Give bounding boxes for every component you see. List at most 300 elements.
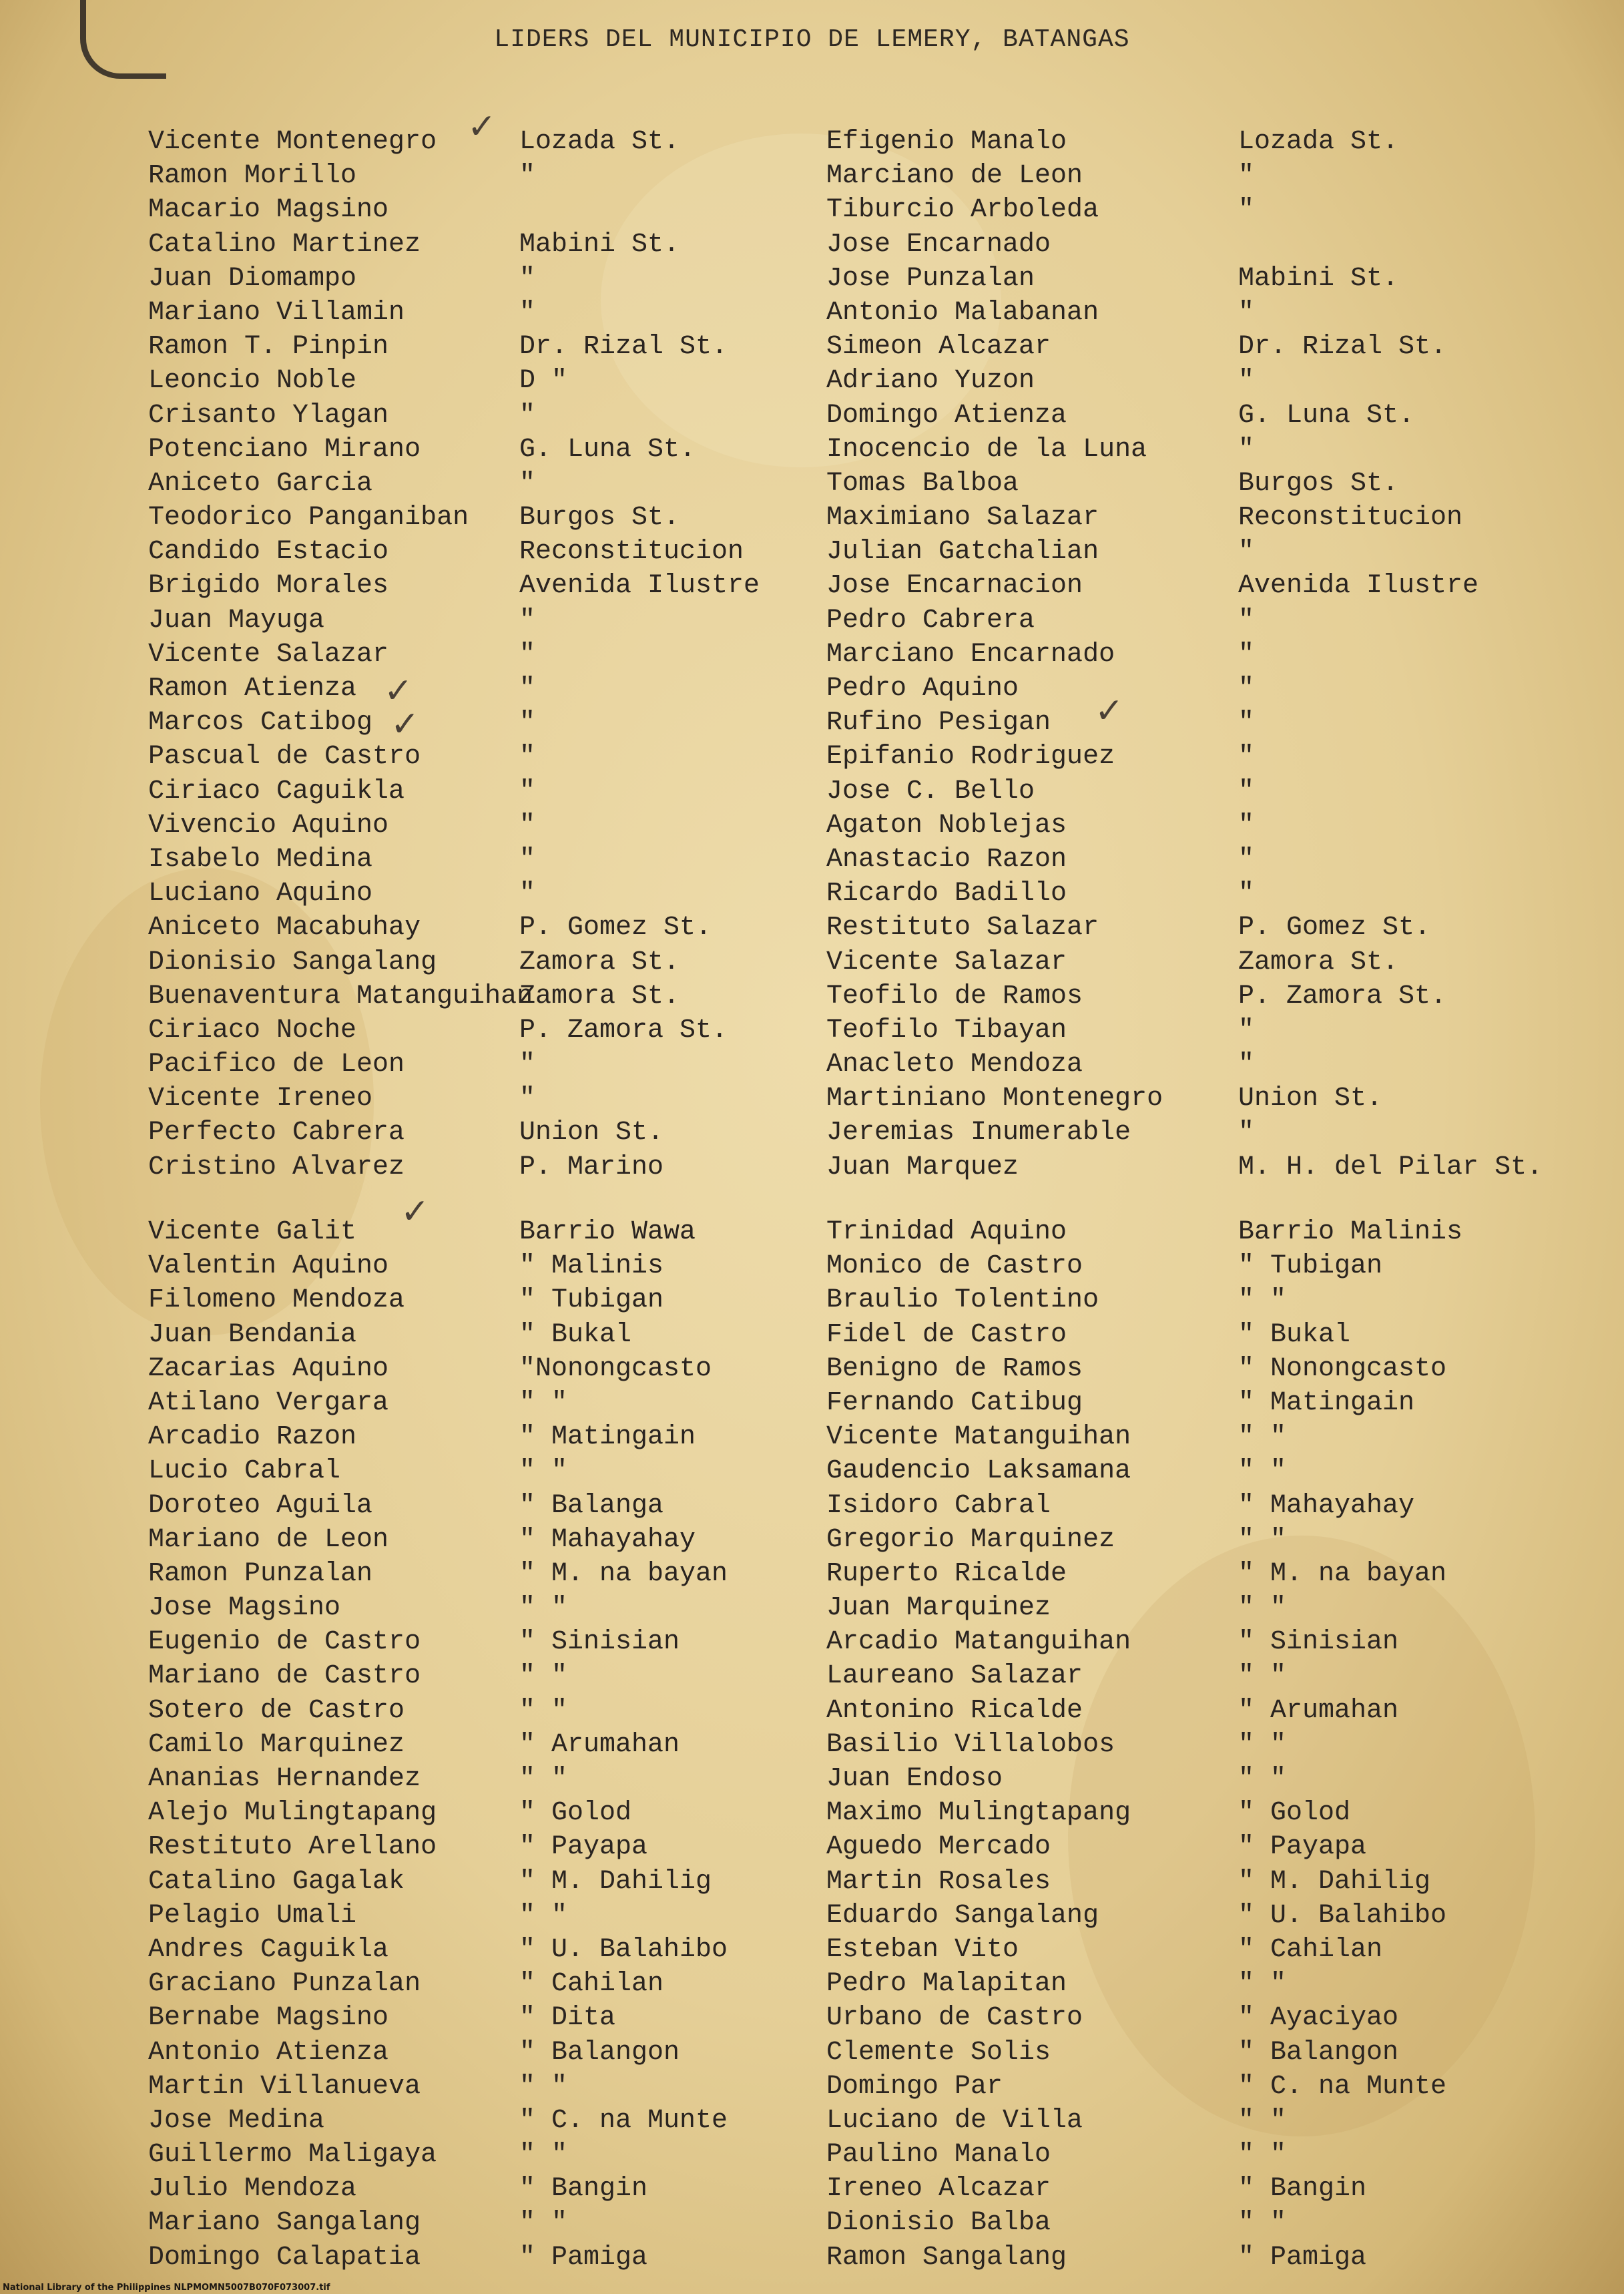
list-row	[0, 1489, 1624, 1523]
street: Dr. Rizal St.	[519, 332, 728, 363]
leader-name: Restituto Arellano	[148, 1832, 437, 1863]
street: " C. na Munte	[519, 2105, 728, 2136]
list-row	[0, 1215, 1624, 1249]
leader-name: Juan Diomampo	[148, 263, 357, 294]
street: " Tubigan	[1238, 1251, 1383, 1282]
list-row	[0, 1591, 1624, 1625]
list-row	[0, 1659, 1624, 1693]
street: " Tubigan	[519, 1285, 664, 1316]
street: " "	[1238, 1661, 1287, 1692]
list-row	[0, 1249, 1624, 1283]
street: "	[519, 776, 536, 807]
list-row	[0, 2172, 1624, 2206]
street: " "	[519, 1593, 568, 1624]
leader-name: Ramon T. Pinpin	[148, 332, 389, 363]
list-row	[0, 1728, 1624, 1762]
street: " Bangin	[519, 2174, 648, 2205]
leader-name: Martin Rosales	[826, 1866, 1051, 1897]
street: "	[1238, 537, 1255, 567]
leader-name: Pedro Aquino	[826, 674, 1019, 704]
street: " "	[1238, 2105, 1287, 2136]
list-row	[0, 330, 1624, 364]
street: " "	[519, 2208, 568, 2239]
street: " C. na Munte	[1238, 2071, 1447, 2102]
street: " Nonongcasto	[1238, 1353, 1447, 1384]
leader-name: Braulio Tolentino	[826, 1285, 1099, 1316]
list-row	[0, 1830, 1624, 1864]
street: "	[1238, 879, 1255, 909]
street: " Balangon	[1238, 2037, 1399, 2068]
leader-name: Mariano de Castro	[148, 1661, 421, 1692]
leader-name: Vicente Galit	[148, 1217, 357, 1247]
leader-name: Crisanto Ylagan	[148, 400, 389, 431]
street: "	[519, 810, 536, 841]
leader-name: Jose Magsino	[148, 1593, 341, 1624]
leader-name: Mariano Sangalang	[148, 2208, 421, 2239]
leader-name: Clemente Solis	[826, 2037, 1051, 2068]
leader-name: Paulino Manalo	[826, 2140, 1051, 2170]
leader-name: Mariano de Leon	[148, 1524, 389, 1555]
leader-name: Alejo Mulingtapang	[148, 1798, 437, 1829]
leader-name: Ciriaco Noche	[148, 1015, 357, 1046]
barrio-leaders-list	[0, 1215, 1624, 2275]
street: Zamora St.	[1238, 947, 1399, 977]
street: "	[519, 879, 536, 909]
list-row	[0, 1762, 1624, 1796]
street: " "	[519, 1456, 568, 1487]
street: " M. na bayan	[519, 1558, 728, 1589]
street: "	[519, 161, 536, 192]
check-mark-icon: ✓	[400, 1192, 430, 1232]
leader-name: Eugenio de Castro	[148, 1627, 421, 1658]
street: Zamora St.	[519, 947, 680, 977]
leader-name: Buenaventura Matanguihan	[148, 981, 533, 1011]
leader-name: Domingo Calapatia	[148, 2242, 421, 2273]
list-row	[0, 2070, 1624, 2104]
leader-name: Tiburcio Arboleda	[826, 195, 1099, 226]
check-mark-icon: ✓	[467, 107, 497, 147]
leader-name: Guillermo Maligaya	[148, 2140, 437, 2170]
street: Burgos St.	[1238, 468, 1399, 499]
street: Burgos St.	[519, 503, 680, 533]
leader-name: Tomas Balboa	[826, 468, 1019, 499]
list-row	[0, 501, 1624, 535]
street: G. Luna St.	[519, 434, 696, 465]
list-row	[0, 1386, 1624, 1420]
street: " "	[1238, 1524, 1287, 1555]
list-row	[0, 1523, 1624, 1557]
street: M. H. del Pilar St.	[1238, 1152, 1543, 1182]
street: "	[1238, 297, 1255, 328]
street: " "	[519, 2140, 568, 2170]
street: " "	[1238, 1285, 1287, 1316]
list-row	[0, 945, 1624, 979]
street: " Mahayahay	[519, 1524, 696, 1555]
street: Union St.	[1238, 1084, 1383, 1114]
street: "	[519, 844, 536, 875]
leader-name: Laureano Salazar	[826, 1661, 1083, 1692]
leader-name: Vicente Salazar	[826, 947, 1067, 977]
leader-name: Sotero de Castro	[148, 1695, 405, 1726]
leader-name: Jose C. Bello	[826, 776, 1035, 807]
leader-name: Domingo Par	[826, 2071, 1003, 2102]
leader-name: Catalino Gagalak	[148, 1866, 405, 1897]
leader-name: Adriano Yuzon	[826, 366, 1035, 397]
archive-footer: National Library of the Philippines NLPMOMN5007B070F073007.tif	[3, 2283, 330, 2293]
street: " Golod	[1238, 1798, 1351, 1829]
list-row	[0, 774, 1624, 809]
leader-name: Filomeno Mendoza	[148, 1285, 405, 1316]
street: Reconstitucion	[1238, 503, 1463, 533]
street: "	[1238, 195, 1255, 226]
street: "	[1238, 810, 1255, 841]
street: Zamora St.	[519, 981, 680, 1011]
leader-name: Vicente Matanguihan	[826, 1422, 1131, 1453]
leader-name: Teofilo Tibayan	[826, 1015, 1067, 1046]
street: " Ayaciyao	[1238, 2003, 1399, 2034]
leader-name: Vicente Ireneo	[148, 1084, 373, 1114]
street: Barrio Malinis	[1238, 1217, 1463, 1247]
street: " Payapa	[519, 1832, 648, 1863]
list-row	[0, 604, 1624, 638]
leader-name: Ramon Atienza	[148, 674, 357, 704]
leader-name: Pascual de Castro	[148, 742, 421, 772]
list-row	[0, 1694, 1624, 1728]
street: " Golod	[519, 1798, 632, 1829]
leader-name: Inocencio de la Luna	[826, 434, 1147, 465]
street: "	[519, 742, 536, 772]
street: " M. Dahilig	[1238, 1866, 1431, 1897]
street: Avenida Ilustre	[1238, 571, 1479, 602]
street: " Dita	[519, 2003, 616, 2034]
street: "	[1238, 639, 1255, 670]
street: D "	[519, 366, 568, 397]
list-row	[0, 706, 1624, 740]
list-row	[0, 1150, 1624, 1184]
street: "	[519, 400, 536, 431]
leader-name: Antonino Ricalde	[826, 1695, 1083, 1726]
street: " U. Balahibo	[519, 1934, 728, 1965]
list-row	[0, 2241, 1624, 2275]
street: " Balangon	[519, 2037, 680, 2068]
list-row	[0, 1048, 1624, 1082]
street: "	[1238, 1118, 1255, 1148]
list-row	[0, 1283, 1624, 1317]
street: " "	[1238, 2140, 1287, 2170]
street: "	[1238, 1015, 1255, 1046]
list-row	[0, 1013, 1624, 1048]
leader-name: Teodorico Panganiban	[148, 503, 469, 533]
street: G. Luna St.	[1238, 400, 1415, 431]
street: " Cahilan	[519, 1969, 664, 2000]
leader-name: Aguedo Mercado	[826, 1832, 1051, 1863]
leader-name: Jose Encarnacion	[826, 571, 1083, 602]
leader-name: Fernando Catibug	[826, 1387, 1083, 1418]
leader-name: Mariano Villamin	[148, 297, 405, 328]
leader-name: Julian Gatchalian	[826, 537, 1099, 567]
list-row	[0, 193, 1624, 227]
leader-name: Antonio Atienza	[148, 2037, 389, 2068]
leader-name: Potenciano Mirano	[148, 434, 421, 465]
list-row	[0, 911, 1624, 945]
list-row	[0, 843, 1624, 877]
street: " Cahilan	[1238, 1934, 1383, 1965]
leader-name: Julio Mendoza	[148, 2174, 357, 2205]
leader-name: Candido Estacio	[148, 537, 389, 567]
leader-name: Simeon Alcazar	[826, 332, 1051, 363]
leader-name: Leoncio Noble	[148, 366, 357, 397]
leader-name: Ricardo Badillo	[826, 879, 1067, 909]
street: " Bangin	[1238, 2174, 1367, 2205]
street: "	[519, 639, 536, 670]
list-row	[0, 1933, 1624, 1967]
list-row	[0, 672, 1624, 706]
leader-name: Bernabe Magsino	[148, 2003, 389, 2034]
street: " Balanga	[519, 1490, 664, 1521]
leader-name: Jose Medina	[148, 2105, 325, 2136]
street: Dr. Rizal St.	[1238, 332, 1447, 363]
street: " "	[1238, 1593, 1287, 1624]
list-row	[0, 125, 1624, 159]
street: " "	[519, 1661, 568, 1692]
leader-name: Ramon Sangalang	[826, 2242, 1067, 2273]
street: "	[1238, 434, 1255, 465]
street: "	[519, 1084, 536, 1114]
street: Lozada St.	[1238, 127, 1399, 157]
list-row	[0, 228, 1624, 262]
street: "	[519, 297, 536, 328]
street: "Nonongcasto	[519, 1353, 712, 1384]
street: P. Gomez St.	[1238, 913, 1431, 943]
street: "	[519, 263, 536, 294]
leader-name: Dionisio Sangalang	[148, 947, 437, 977]
street: " "	[1238, 2208, 1287, 2239]
leader-name: Luciano Aquino	[148, 879, 373, 909]
leader-name: Arcadio Razon	[148, 1422, 357, 1453]
leader-name: Catalino Martinez	[148, 229, 421, 260]
street: " Pamiga	[1238, 2242, 1367, 2273]
leader-name: Efigenio Manalo	[826, 127, 1067, 157]
street: " Pamiga	[519, 2242, 648, 2273]
leader-name: Restituto Salazar	[826, 913, 1099, 943]
street: "	[519, 468, 536, 499]
leader-name: Monico de Castro	[826, 1251, 1083, 1282]
leader-name: Trinidad Aquino	[826, 1217, 1067, 1247]
leader-name: Maximo Mulingtapang	[826, 1798, 1131, 1829]
street: "	[1238, 742, 1255, 772]
list-row	[0, 2138, 1624, 2172]
street: P. Zamora St.	[519, 1015, 728, 1046]
list-row	[0, 262, 1624, 296]
street: " "	[1238, 1729, 1287, 1760]
street: P. Marino	[519, 1152, 664, 1182]
street: " Sinisian	[519, 1627, 680, 1658]
leader-name: Gaudencio Laksamana	[826, 1456, 1131, 1487]
street: Mabini St.	[1238, 263, 1399, 294]
leader-name: Anastacio Razon	[826, 844, 1067, 875]
street: " M. Dahilig	[519, 1866, 712, 1897]
list-row	[0, 2206, 1624, 2240]
list-row	[0, 979, 1624, 1013]
street: "	[1238, 674, 1255, 704]
list-row	[0, 2104, 1624, 2138]
street: " "	[519, 2071, 568, 2102]
street: "	[519, 674, 536, 704]
check-mark-icon: ✓	[390, 704, 420, 744]
leader-name: Ramon Punzalan	[148, 1558, 373, 1589]
leader-name: Agaton Noblejas	[826, 810, 1067, 841]
street: " Arumahan	[1238, 1695, 1399, 1726]
leader-name: Ananias Hernandez	[148, 1764, 421, 1794]
leader-name: Anacleto Mendoza	[826, 1050, 1083, 1080]
leader-name: Juan Marquez	[826, 1152, 1019, 1182]
street: " Bukal	[519, 1319, 632, 1350]
leader-name: Macario Magsino	[148, 195, 389, 226]
street: " "	[1238, 1969, 1287, 2000]
list-row	[0, 1318, 1624, 1352]
street: " "	[1238, 1422, 1287, 1453]
list-row	[0, 638, 1624, 672]
leader-name: Pelagio Umali	[148, 1900, 357, 1931]
list-row	[0, 1082, 1624, 1116]
street: P. Gomez St.	[519, 913, 712, 943]
street: Avenida Ilustre	[519, 571, 760, 602]
leader-name: Isabelo Medina	[148, 844, 373, 875]
list-row	[0, 809, 1624, 843]
street: "	[519, 708, 536, 738]
town-leaders-list	[0, 125, 1624, 1184]
list-row	[0, 1796, 1624, 1830]
leader-name: Maximiano Salazar	[826, 503, 1099, 533]
document-title: LIDERS DEL MUNICIPIO DE LEMERY, BATANGAS	[494, 25, 1130, 54]
leader-name: Basilio Villalobos	[826, 1729, 1115, 1760]
leader-name: Atilano Vergara	[148, 1387, 389, 1418]
street: Lozada St.	[519, 127, 680, 157]
street: " U. Balahibo	[1238, 1900, 1447, 1931]
leader-name: Ciriaco Caguikla	[148, 776, 405, 807]
leader-name: Ireneo Alcazar	[826, 2174, 1051, 2205]
street: " Bukal	[1238, 1319, 1351, 1350]
street: Union St.	[519, 1118, 664, 1148]
street: " Matingain	[1238, 1387, 1415, 1418]
leader-name: Juan Marquinez	[826, 1593, 1051, 1624]
leader-name: Fidel de Castro	[826, 1319, 1067, 1350]
leader-name: Luciano de Villa	[826, 2105, 1083, 2136]
leader-name: Martin Villanueva	[148, 2071, 421, 2102]
leader-name: Jeremias Inumerable	[826, 1118, 1131, 1148]
leader-name: Andres Caguikla	[148, 1934, 389, 1965]
list-row	[0, 569, 1624, 603]
street: " Malinis	[519, 1251, 664, 1282]
street: Reconstitucion	[519, 537, 744, 567]
leader-name: Juan Endoso	[826, 1764, 1003, 1794]
street: "	[1238, 161, 1255, 192]
street: " Sinisian	[1238, 1627, 1399, 1658]
list-row	[0, 877, 1624, 911]
list-row	[0, 1454, 1624, 1488]
leader-name: Vivencio Aquino	[148, 810, 389, 841]
list-row	[0, 740, 1624, 774]
leader-name: Ramon Morillo	[148, 161, 357, 192]
leader-name: Benigno de Ramos	[826, 1353, 1083, 1384]
street: " Arumahan	[519, 1729, 680, 1760]
street: "	[1238, 776, 1255, 807]
check-mark-icon: ✓	[384, 671, 413, 711]
leader-name: Martiniano Montenegro	[826, 1084, 1163, 1114]
street: "	[519, 1050, 536, 1080]
street: " "	[1238, 1764, 1287, 1794]
list-row	[0, 535, 1624, 569]
leader-name: Vicente Montenegro	[148, 127, 437, 157]
list-row	[0, 1967, 1624, 2001]
leader-name: Cristino Alvarez	[148, 1152, 405, 1182]
street: " "	[519, 1695, 568, 1726]
list-row	[0, 2001, 1624, 2035]
leader-name: Juan Mayuga	[148, 605, 325, 636]
street: " "	[519, 1764, 568, 1794]
leader-name: Doroteo Aguila	[148, 1490, 373, 1521]
street: "	[1238, 605, 1255, 636]
leader-name: Camilo Marquinez	[148, 1729, 405, 1760]
street: " M. na bayan	[1238, 1558, 1447, 1589]
street: " Payapa	[1238, 1832, 1367, 1863]
list-row	[0, 1899, 1624, 1933]
leader-name: Vicente Salazar	[148, 639, 389, 670]
street: " "	[519, 1900, 568, 1931]
leader-name: Gregorio Marquinez	[826, 1524, 1115, 1555]
street: "	[1238, 1050, 1255, 1080]
leader-name: Aniceto Garcia	[148, 468, 373, 499]
leader-name: Pedro Cabrera	[826, 605, 1035, 636]
leader-name: Jose Encarnado	[826, 229, 1051, 260]
leader-name: Juan Bendania	[148, 1319, 357, 1350]
leader-name: Marciano Encarnado	[826, 639, 1115, 670]
leader-name: Valentin Aquino	[148, 1251, 389, 1282]
street: "	[519, 605, 536, 636]
street: " "	[519, 1387, 568, 1418]
leader-name: Isidoro Cabral	[826, 1490, 1051, 1521]
leader-name: Marcos Catibog	[148, 708, 373, 738]
leader-name: Dionisio Balba	[826, 2208, 1051, 2239]
leader-name: Perfecto Cabrera	[148, 1118, 405, 1148]
list-row	[0, 1352, 1624, 1386]
leader-name: Ruperto Ricalde	[826, 1558, 1067, 1589]
street: "	[1238, 366, 1255, 397]
check-mark-icon: ✓	[1095, 691, 1124, 731]
leader-name: Zacarias Aquino	[148, 1353, 389, 1384]
leader-name: Teofilo de Ramos	[826, 981, 1083, 1011]
list-row	[0, 159, 1624, 193]
list-row	[0, 1625, 1624, 1659]
leader-name: Lucio Cabral	[148, 1456, 341, 1487]
list-row	[0, 433, 1624, 467]
leader-name: Aniceto Macabuhay	[148, 913, 421, 943]
street: " "	[1238, 1456, 1287, 1487]
list-row	[0, 2036, 1624, 2070]
leader-name: Arcadio Matanguihan	[826, 1627, 1131, 1658]
street: Mabini St.	[519, 229, 680, 260]
leader-name: Epifanio Rodriguez	[826, 742, 1115, 772]
leader-name: Eduardo Sangalang	[826, 1900, 1099, 1931]
leader-name: Marciano de Leon	[826, 161, 1083, 192]
list-row	[0, 399, 1624, 433]
list-row	[0, 364, 1624, 398]
leader-name: Pacifico de Leon	[148, 1050, 405, 1080]
list-row	[0, 1865, 1624, 1899]
leader-name: Jose Punzalan	[826, 263, 1035, 294]
street: Barrio Wawa	[519, 1217, 696, 1247]
list-row	[0, 1116, 1624, 1150]
